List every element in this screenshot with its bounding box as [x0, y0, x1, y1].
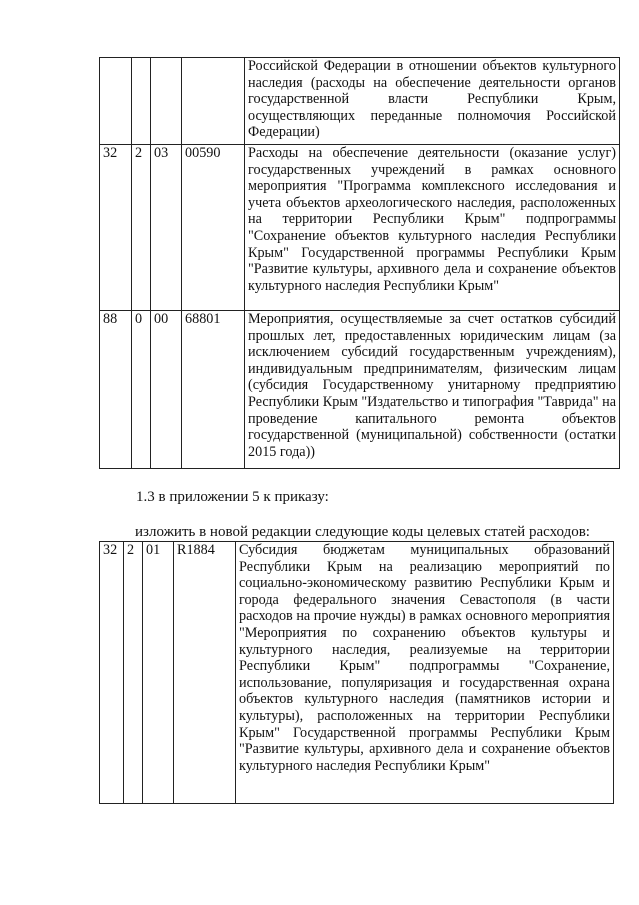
- table-row: [100, 58, 620, 145]
- section-heading: 1.3 в приложении 5 к приказу:: [136, 489, 329, 505]
- subprogram-code-cell: 2: [124, 542, 143, 804]
- description-cell: Расходы на обеспечение деятельности (оказание услуг) государственных учреждений в рамках основного мероприятия "Программа комплексного исследования и учета объектов археологического наследия, расположенных на территории Республики Крым" подпрограммы "Сохранение объектов культурного наследия Республики Крым" Государственной программы Республики Крым "Развитие культуры, архивного дела и сохранение объектов культурного наследия Республики Крым": [245, 145, 620, 311]
- subprogram-code-cell: 2: [132, 145, 151, 311]
- target-codes-table-continued: [99, 57, 620, 469]
- table-row: [100, 145, 620, 311]
- direction-code-cell: 68801: [182, 311, 245, 469]
- description-cell: Российской Федерации в отношении объектов культурного наследия (расходы на обеспечение деятельности органов государственной власти Республики Крым, осуществляющих переданные полномочия Российской Федерации): [245, 58, 620, 145]
- program-code-cell: 32: [100, 145, 132, 311]
- description-cell: Субсидия бюджетам муниципальных образований Республики Крым на реализацию мероприятий по социально-экономическому развитию Республики Крым и города федерального значения Севастополя (в части расходов на прочие нужды) в рамках основного мероприятия "Мероприятия по сохранению объектов культуры и культурного наследия, реализуемые на территории Республики Крым" подпрограммы "Сохранение, использование, популяризация и государственная охрана объектов культурного наследия (памятников истории и культуры), расположенных на территории Республики Крым" Государственной программы Республики Крым "Развитие культуры, архивного дела и сохранение объектов культурного наследия Республики Крым": [236, 542, 614, 804]
- direction-code-cell: 00590: [182, 145, 245, 311]
- program-code-cell: 88: [100, 311, 132, 469]
- activity-code-cell: 00: [151, 311, 182, 469]
- description-cell: Мероприятия, осуществляемые за счет остатков субсидий прошлых лет, предоставленных юридическим лицам (за исключением субсидий государственным учреждениям), индивидуальным предпринимателям, физическим лицам (субсидия Государственному унитарному предприятию Республики Крым "Издательство и типография "Таврида" на проведение капитального ремонта объектов государственной (муниципальной) собственности (остатки 2015 года)): [245, 311, 620, 469]
- section-intro: изложить в новой редакции следующие коды целевых статей расходов:: [135, 524, 590, 540]
- table-row: [100, 311, 620, 469]
- target-codes-table-new: [99, 541, 614, 804]
- subprogram-code-cell: 0: [132, 311, 151, 469]
- table-row: [100, 542, 614, 804]
- program-code-cell: 32: [100, 542, 124, 804]
- activity-code-cell: [151, 58, 182, 145]
- program-code-cell: [100, 58, 132, 145]
- direction-code-cell: [182, 58, 245, 145]
- activity-code-cell: 03: [151, 145, 182, 311]
- direction-code-cell: R1884: [174, 542, 236, 804]
- activity-code-cell: 01: [143, 542, 174, 804]
- subprogram-code-cell: [132, 58, 151, 145]
